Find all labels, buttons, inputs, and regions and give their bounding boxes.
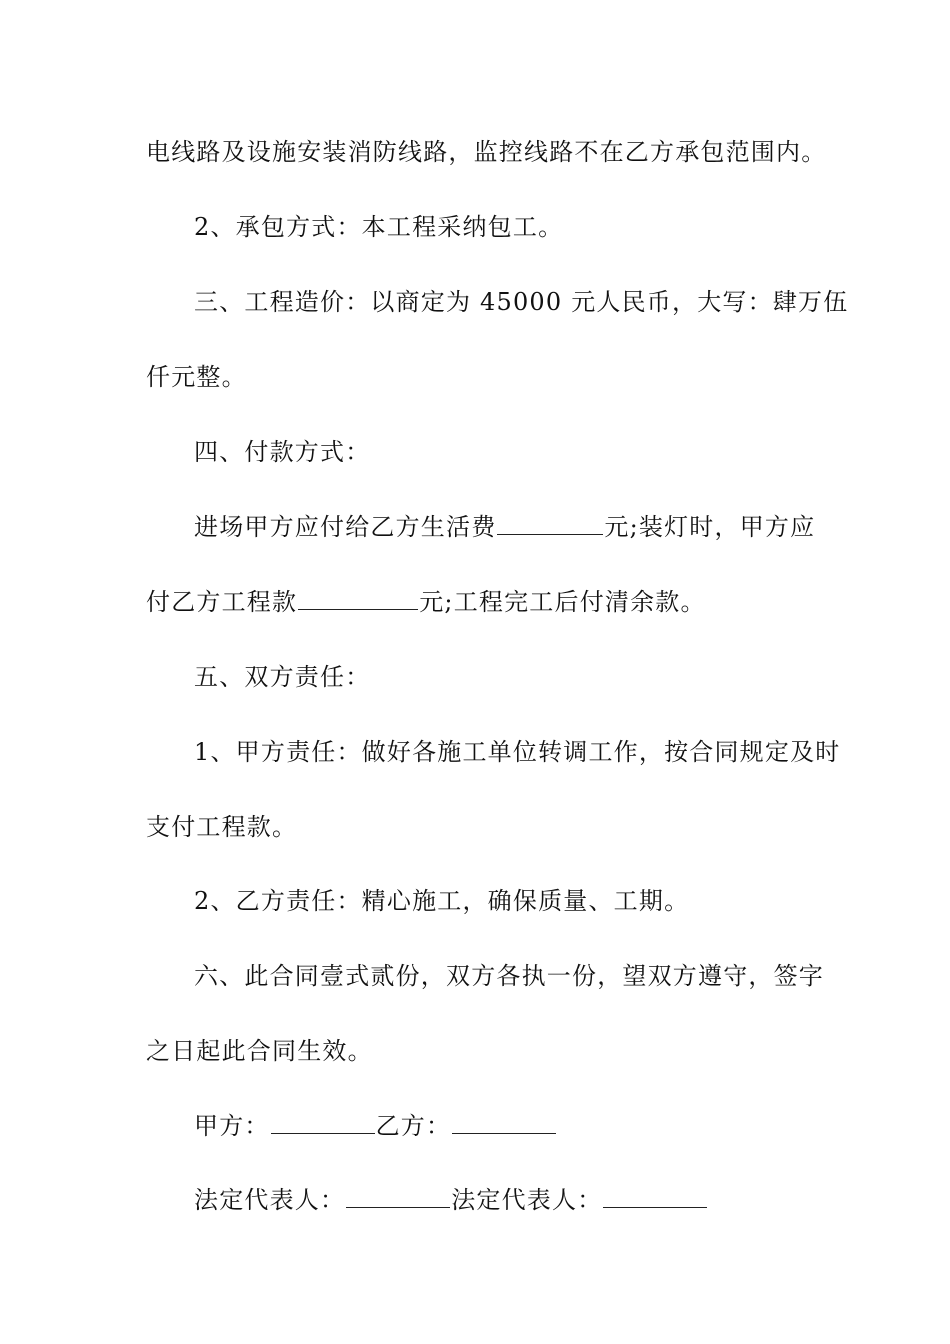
fill-in-blank	[497, 512, 603, 535]
party-b-blank	[452, 1111, 556, 1134]
paragraph-line	[194, 886, 874, 916]
representative-b-label: 法定代表人：	[451, 1186, 603, 1214]
text: 五、双方责任：	[194, 663, 371, 691]
paragraph-line	[194, 961, 874, 991]
text: 1、甲方责任：做好各施工单位转调工作，按合同规定及时	[194, 738, 841, 766]
representative-line	[194, 1185, 874, 1215]
party-b-label: 乙方：	[375, 1112, 452, 1140]
text: 进场甲方应付给乙方生活费	[194, 513, 497, 541]
text: 电线路及设施安装消防线路，监控线路不在乙方承包范围内。	[146, 138, 827, 166]
section-heading	[194, 662, 874, 692]
text: 之日起此合同生效。	[146, 1037, 373, 1065]
section-heading	[194, 437, 874, 467]
signature-line	[194, 1111, 874, 1141]
paragraph-line	[146, 587, 826, 617]
paragraph-line	[146, 812, 826, 842]
text: 支付工程款。	[146, 813, 298, 841]
party-a-blank	[271, 1111, 375, 1134]
text: 三、工程造价：以商定为 45000 元人民币，大写：肆万伍	[194, 288, 849, 316]
text: 付乙方工程款	[146, 588, 298, 616]
text: 四、付款方式：	[194, 438, 371, 466]
fill-in-blank	[298, 587, 418, 610]
paragraph-line	[146, 137, 826, 167]
paragraph-line	[194, 737, 874, 767]
representative-a-label: 法定代表人：	[194, 1186, 346, 1214]
text: 六、此合同壹式贰份，双方各执一份，望双方遵守，签字	[194, 962, 824, 990]
text: 仟元整。	[146, 363, 247, 391]
paragraph-line	[194, 287, 874, 317]
text: 元;装灯时，甲方应	[604, 513, 816, 541]
paragraph-line	[146, 1036, 826, 1066]
text: 元;工程完工后付清余款。	[419, 588, 706, 616]
paragraph-line	[194, 212, 874, 242]
representative-b-blank	[603, 1185, 707, 1208]
paragraph-line	[194, 512, 874, 542]
representative-a-blank	[346, 1185, 450, 1208]
party-a-label: 甲方：	[194, 1112, 270, 1140]
text: 2、乙方责任：精心施工，确保质量、工期。	[194, 887, 690, 915]
text: 2、承包方式：本工程采纳包工。	[194, 213, 564, 241]
paragraph-line	[146, 362, 826, 392]
